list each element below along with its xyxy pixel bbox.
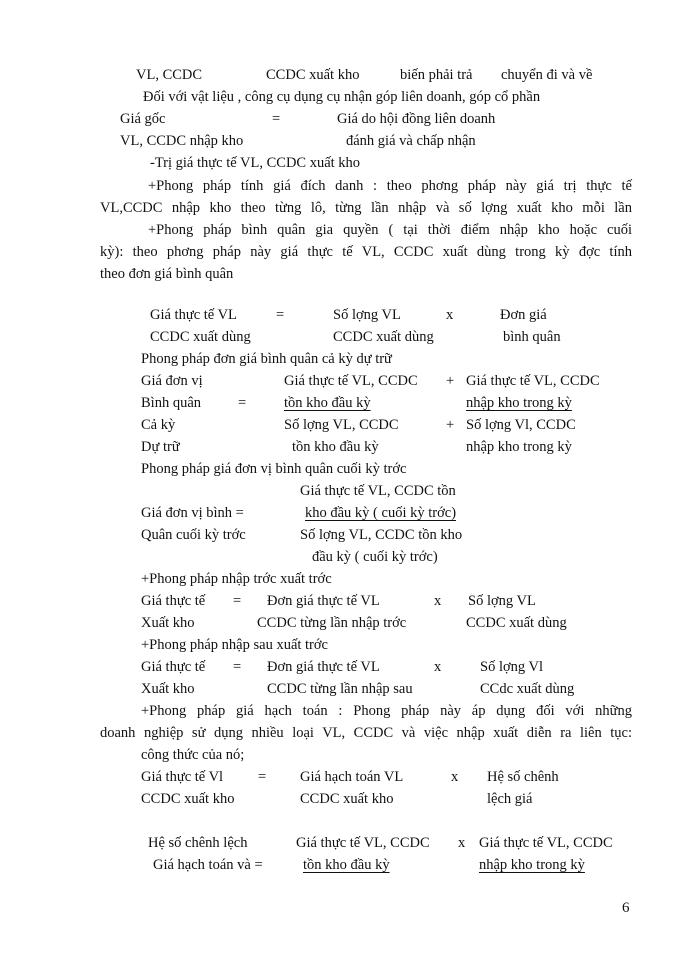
- text-equals: =: [233, 659, 242, 675]
- text-quan-cuoi-ky: Quân cuối kỳ trớc: [141, 527, 246, 543]
- text-equals: =: [276, 307, 285, 323]
- text-gia-hach-toan-va: Giá hạch toán và =: [153, 857, 263, 873]
- text-ccdc-xuat-kho: CCDC xuất kho: [266, 67, 360, 83]
- text-hoi-dong: Giá do hội đồng liên doanh: [337, 111, 496, 127]
- text-so-luong-ton-kho: Số lợng VL, CCDC tồn kho: [300, 527, 463, 543]
- text-gia-hach-toan-vl: Giá hạch toán VL: [300, 769, 404, 785]
- text-he-so-chenh-lech: Hệ số chênh lệch: [148, 835, 248, 851]
- text-vl-ccdc: VL, CCDC: [136, 67, 203, 83]
- text-danh-gia: đánh giá và chấp nhận: [346, 133, 476, 149]
- text-ca-ky: Cả kỳ: [141, 417, 176, 433]
- text-cong-thuc: công thức của nó;: [141, 747, 245, 763]
- text-ton-kho-dau-ky: tồn kho đầu kỳ: [303, 857, 390, 873]
- text-gia-thuc-te-vl: Giá thực tế Vl: [141, 769, 224, 785]
- text-binh-quan-1: +Phong pháp bình quân gia quyền ( tại thời điểm nhập kho hoặc cuối: [148, 222, 632, 238]
- text-gia-goc: Giá gốc: [120, 111, 166, 127]
- text-ccdc-xuat-dung: CCDC xuất dùng: [466, 615, 567, 631]
- text-gia-thuc-te: Giá thực tế: [141, 593, 206, 609]
- text-plus: +: [446, 373, 455, 389]
- text-so-luong-nhap: Số lợng Vl, CCDC: [466, 417, 576, 433]
- text-binh-quan: Bình quân: [141, 395, 202, 411]
- text-ton-kho-dau-ky: tồn kho đầu kỳ: [292, 439, 379, 455]
- text-gia-thuc-te-vl: Giá thực tế VL: [150, 307, 237, 323]
- text-binh-quan-2: kỳ): theo phơng pháp này giá thực tế VL, CCDC xuất dùng trong kỳ đợc tính: [100, 244, 632, 260]
- text-xuat-kho: Xuất kho: [141, 615, 195, 631]
- text-gia-thuc-te-nhap: Giá thực tế VL, CCDC: [479, 835, 613, 851]
- text-equals: =: [233, 593, 242, 609]
- text-ccdc-xuat-dung: CCDC xuất dùng: [333, 329, 434, 345]
- text-gia-thuc-te-nhap: Giá thực tế VL, CCDC: [466, 373, 600, 389]
- text-du-tru: Dự trữ: [141, 439, 180, 455]
- text-nhap-kho-trong-ky: nhập kho trong kỳ: [466, 395, 572, 411]
- text-times: x: [451, 769, 459, 785]
- text-binh-quan-3: theo đơn giá bình quân: [100, 266, 234, 282]
- text-gia-don-vi-binh: Giá đơn vị bình =: [141, 505, 244, 521]
- text-gia-thuc-te-ton: Giá thực tế VL, CCDC: [296, 835, 430, 851]
- text-ccdc-xuat-kho: CCDC xuất kho: [141, 791, 235, 807]
- text-gia-thuc-te-ton: Giá thực tế VL, CCDC tồn: [300, 483, 456, 499]
- text-lech-gia: lệch giá: [487, 791, 533, 807]
- text-ccdc-nhap-truoc: CCDC từng lần nhập trớc: [257, 615, 407, 631]
- text-ton-kho-dau-ky: tồn kho đầu kỳ: [284, 395, 371, 411]
- text-don-gia-thuc-te: Đơn giá thực tế VL: [267, 659, 380, 675]
- text-dau-ky-cuoi: đầu kỳ ( cuối kỳ trớc): [312, 549, 438, 565]
- text-dich-danh-2: VL,CCDC nhập kho theo từng lô, từng lần nhập và số lợng xuất kho mỗi lần: [100, 200, 632, 216]
- text-don-gia-thuc-te: Đơn giá thực tế VL: [267, 593, 380, 609]
- text-times: x: [434, 593, 442, 609]
- text-gia-thuc-te-ton: Giá thực tế VL, CCDC: [284, 373, 418, 389]
- text-chuyen-di-ve: chuyển đi và về: [501, 67, 593, 83]
- text-ccdc-nhap-sau: CCDC từng lần nhập sau: [267, 681, 413, 697]
- text-ccdc-xuat-dung: CCDC xuất dùng: [150, 329, 251, 345]
- text-bien-phai-tra: biến phải trả: [400, 67, 473, 83]
- text-hach-toan-1: +Phong pháp giá hạch toán : Phong pháp này áp dụng đối với những: [141, 703, 632, 719]
- text-don-gia: Đơn giá: [500, 307, 547, 323]
- text-gia-thuc-te: Giá thực tế: [141, 659, 206, 675]
- text-plus: +: [446, 417, 455, 433]
- text-xuat-kho: Xuất kho: [141, 681, 195, 697]
- text-times: x: [458, 835, 466, 851]
- text-fifo-heading: +Phong pháp nhập trớc xuất trớc: [141, 571, 332, 587]
- text-cuoi-ky-heading: Phong pháp giá đơn vị bình quân cuối kỳ trớc: [141, 461, 407, 477]
- page-number: 6: [622, 900, 630, 916]
- text-so-luong-vl: Số lợng VL: [468, 593, 536, 609]
- text-lifo-heading: +Phong pháp nhập sau xuất trớc: [141, 637, 328, 653]
- text-ccdc-xuat-kho: CCDC xuất kho: [300, 791, 394, 807]
- text-nhap-kho-trong-ky: nhập kho trong kỳ: [466, 439, 572, 455]
- text-equals: =: [272, 111, 281, 127]
- text-nhap-kho-trong-ky: nhập kho trong kỳ: [479, 857, 585, 873]
- text-so-luong-vl: Số lợng Vl: [480, 659, 543, 675]
- text-equals: =: [258, 769, 267, 785]
- text-gia-don-vi: Giá đơn vị: [141, 373, 203, 389]
- text-equals: =: [238, 395, 247, 411]
- text-hach-toan-2: doanh nghiệp sử dụng nhiều loại VL, CCDC và việc nhập xuất diễn ra liên tục:: [100, 725, 632, 741]
- text-tri-gia-heading: -Trị giá thực tế VL, CCDC xuất kho: [150, 155, 361, 171]
- text-so-luong-vl: Số lợng VL: [333, 307, 401, 323]
- text-gop-lien-doanh: Đối với vật liệu , công cụ dụng cụ nhận góp liên doanh, góp cổ phần: [143, 89, 541, 105]
- text-kho-dau-ky-cuoi: kho đầu kỳ ( cuối kỳ trớc): [305, 505, 457, 521]
- text-so-luong-ton: Số lợng VL, CCDC: [284, 417, 399, 433]
- text-ca-ky-heading: Phong pháp đơn giá bình quân cả kỳ dự trữ: [141, 351, 392, 367]
- text-dich-danh-1: +Phong pháp tính giá đích danh : theo phơng pháp này giá trị thực tế: [148, 178, 632, 194]
- text-times: x: [434, 659, 442, 675]
- text-he-so-chenh: Hệ số chênh: [487, 769, 559, 785]
- text-binh-quan: bình quân: [503, 329, 561, 345]
- text-ccdc-xuat-dung: CCdc xuất dùng: [480, 681, 575, 697]
- text-times: x: [446, 307, 454, 323]
- text-vl-nhap-kho: VL, CCDC nhập kho: [120, 133, 244, 149]
